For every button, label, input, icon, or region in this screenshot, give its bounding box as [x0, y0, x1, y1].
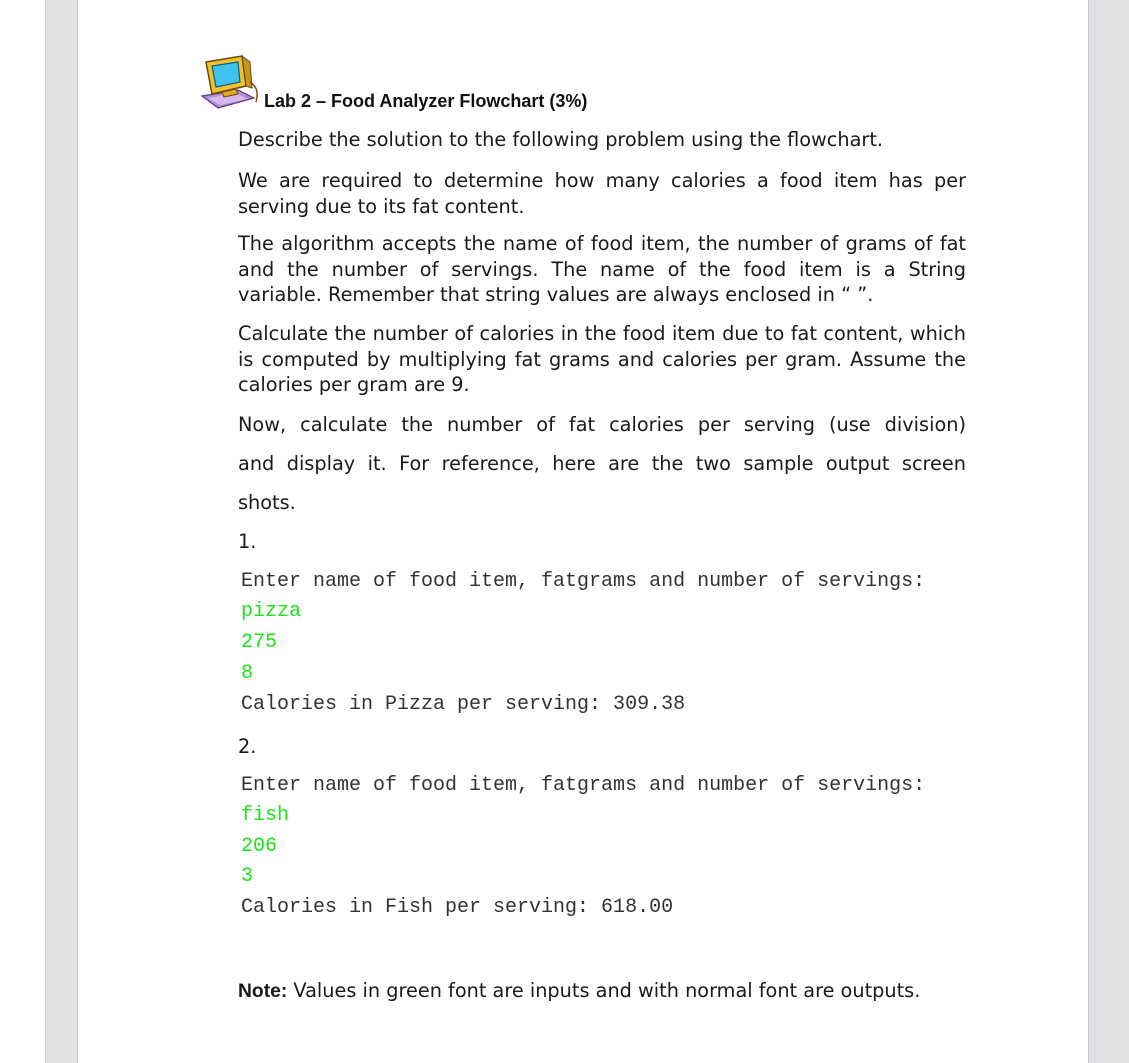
- instruction-line-2: and display it. For reference, here are the two sample output screen: [238, 452, 966, 475]
- sample-number: 2.: [238, 735, 257, 758]
- sample-prompt: Enter name of food item, fatgrams and number of servings:: [241, 570, 926, 593]
- sample-input-fatgrams: 275: [241, 631, 278, 654]
- requirement-paragraph: We are required to determine how many calories a food item has per serving due to its fat content.: [238, 169, 966, 218]
- sample-input-fatgrams: 206: [241, 835, 278, 858]
- sample-number: 1.: [238, 530, 257, 553]
- computer-clipart-icon: [198, 52, 264, 110]
- sample-input-servings: 8: [241, 662, 254, 685]
- sample-input-food: fish: [241, 804, 290, 827]
- lab-title: Lab 2 – Food Analyzer Flowchart (3%): [264, 91, 588, 111]
- instruction-line-3: shots.: [238, 491, 296, 514]
- sample-prompt: Enter name of food item, fatgrams and number of servings:: [241, 774, 926, 797]
- note-text: Values in green font are inputs and with normal font are outputs.: [287, 979, 921, 1002]
- sample-output: Calories in Fish per serving: 618.00: [241, 896, 674, 919]
- sample-output: Calories in Pizza per serving: 309.38: [241, 693, 686, 716]
- right-gutter: [1088, 0, 1129, 1063]
- algorithm-paragraph: The algorithm accepts the name of food item, the number of grams of fat and the number of servings. The name of the food item is a String variable. Remember that string values are always enclosed in “ ”.: [238, 232, 966, 306]
- note-label: Note:: [238, 981, 288, 1002]
- intro-paragraph: Describe the solution to the following problem using the flowchart.: [238, 128, 884, 151]
- note: [238, 979, 920, 1003]
- left-margin: [0, 0, 45, 1063]
- instruction-line-1: Now, calculate the number of fat calories per serving (use division): [238, 413, 966, 436]
- left-gutter: [45, 0, 78, 1063]
- sample-input-food: pizza: [241, 600, 302, 623]
- calculation-paragraph: Calculate the number of calories in the food item due to fat content, which is computed by multiplying fat grams and calories per gram. Assume the calories per gram are 9.: [238, 322, 966, 396]
- sample-input-servings: 3: [241, 865, 254, 888]
